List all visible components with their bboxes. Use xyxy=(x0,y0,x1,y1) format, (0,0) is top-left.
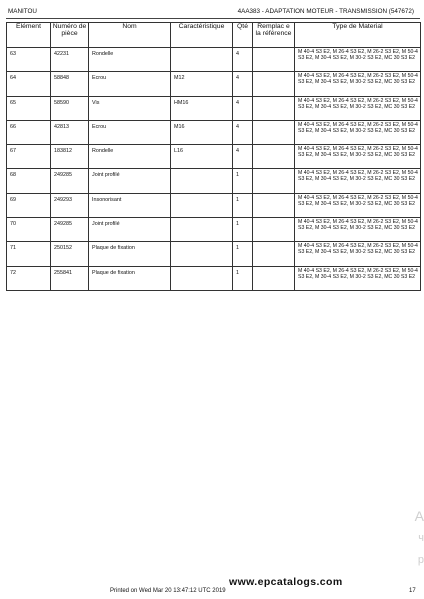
cell-replaces xyxy=(253,48,295,72)
cell-replaces xyxy=(253,96,295,120)
cell-characteristic xyxy=(171,218,233,242)
cell-material-type: M 40-4 S3 E2, M 26-4 S3 E2, M 26-2 S3 E2, M 50-4 S3 E2, M 30-4 S3 E2, M 30-2 S3 E2, MC 30 S3 E2 xyxy=(295,266,421,290)
cell-element: 72 xyxy=(7,266,51,290)
watermark-glyph: р xyxy=(417,554,424,566)
cell-element: 64 xyxy=(7,72,51,96)
cell-element: 69 xyxy=(7,193,51,217)
cell-material-type: M 40-4 S3 E2, M 26-4 S3 E2, M 26-2 S3 E2, M 50-4 S3 E2, M 30-4 S3 E2, M 30-2 S3 E2, MC 30 S3 E2 xyxy=(295,48,421,72)
cell-name: Rondelle xyxy=(89,48,171,72)
parts-table xyxy=(6,22,421,291)
cell-replaces xyxy=(253,145,295,169)
cell-replaces xyxy=(253,266,295,290)
cell-characteristic xyxy=(171,242,233,266)
cell-element: 68 xyxy=(7,169,51,193)
cell-part-no: 249293 xyxy=(51,193,89,217)
cell-material-type: M 40-4 S3 E2, M 26-4 S3 E2, M 26-2 S3 E2, M 50-4 S3 E2, M 30-4 S3 E2, M 30-2 S3 E2, MC 30 S3 E2 xyxy=(295,169,421,193)
table-row xyxy=(7,96,421,120)
table-row xyxy=(7,242,421,266)
cell-characteristic: M16 xyxy=(171,120,233,144)
cell-material-type: M 40-4 S3 E2, M 26-4 S3 E2, M 26-2 S3 E2, M 50-4 S3 E2, M 30-4 S3 E2, M 30-2 S3 E2, MC 30 S3 E2 xyxy=(295,96,421,120)
cell-replaces xyxy=(253,72,295,96)
col-header-characteristic: Caractéristique xyxy=(171,23,233,48)
cell-qty: 4 xyxy=(233,72,253,96)
cell-material-type: M 40-4 S3 E2, M 26-4 S3 E2, M 26-2 S3 E2, M 50-4 S3 E2, M 30-4 S3 E2, M 30-2 S3 E2, MC 30 S3 E2 xyxy=(295,193,421,217)
cell-name: Joint profilé xyxy=(89,169,171,193)
cell-element: 63 xyxy=(7,48,51,72)
cell-name: Ecrou xyxy=(89,72,171,96)
cell-qty: 1 xyxy=(233,266,253,290)
table-row xyxy=(7,193,421,217)
cell-replaces xyxy=(253,193,295,217)
cell-replaces xyxy=(253,218,295,242)
cell-characteristic: M12 xyxy=(171,72,233,96)
cell-element: 67 xyxy=(7,145,51,169)
cell-replaces xyxy=(253,242,295,266)
table-row xyxy=(7,120,421,144)
cell-name: Plaque de fixation xyxy=(89,242,171,266)
cell-qty: 1 xyxy=(233,218,253,242)
watermark-glyph: ч xyxy=(418,532,424,544)
col-header-replaces: Remplac e la référence xyxy=(253,23,295,48)
table-header-row xyxy=(7,23,421,48)
cell-material-type: M 40-4 S3 E2, M 26-4 S3 E2, M 26-2 S3 E2, M 50-4 S3 E2, M 30-4 S3 E2, M 30-2 S3 E2, MC 30 S3 E2 xyxy=(295,242,421,266)
cell-material-type: M 40-4 S3 E2, M 26-4 S3 E2, M 26-2 S3 E2, M 50-4 S3 E2, M 30-4 S3 E2, M 30-2 S3 E2, MC 30 S3 E2 xyxy=(295,72,421,96)
cell-part-no: 255841 xyxy=(51,266,89,290)
cell-qty: 1 xyxy=(233,169,253,193)
table-row xyxy=(7,266,421,290)
printed-date: Printed on Wed Mar 20 13:47:12 UTC 2019 xyxy=(110,588,226,594)
cell-element: 65 xyxy=(7,96,51,120)
cell-name: Rondelle xyxy=(89,145,171,169)
cell-name: Insonorisant xyxy=(89,193,171,217)
cell-characteristic xyxy=(171,266,233,290)
col-header-part-no: Numéro de pièce xyxy=(51,23,89,48)
cell-element: 70 xyxy=(7,218,51,242)
cell-characteristic xyxy=(171,193,233,217)
cell-material-type: M 40-4 S3 E2, M 26-4 S3 E2, M 26-2 S3 E2, M 50-4 S3 E2, M 30-4 S3 E2, M 30-2 S3 E2, MC 30 S3 E2 xyxy=(295,120,421,144)
col-header-qty: Qté xyxy=(233,23,253,48)
cell-characteristic: L16 xyxy=(171,145,233,169)
cell-replaces xyxy=(253,169,295,193)
cell-qty: 4 xyxy=(233,96,253,120)
cell-name: Vis xyxy=(89,96,171,120)
cell-name: Plaque de fixation xyxy=(89,266,171,290)
cell-qty: 4 xyxy=(233,120,253,144)
table-row xyxy=(7,145,421,169)
cell-part-no: 249285 xyxy=(51,218,89,242)
cell-material-type: M 40-4 S3 E2, M 26-4 S3 E2, M 26-2 S3 E2, M 50-4 S3 E2, M 30-4 S3 E2, M 30-2 S3 E2, MC 30 S3 E2 xyxy=(295,145,421,169)
col-header-name: Nom xyxy=(89,23,171,48)
watermark-glyph: A xyxy=(414,508,424,524)
cell-qty: 1 xyxy=(233,242,253,266)
cell-name: Joint profilé xyxy=(89,218,171,242)
cell-qty: 4 xyxy=(233,48,253,72)
cell-part-no: 42813 xyxy=(51,120,89,144)
cell-part-no: 58590 xyxy=(51,96,89,120)
cell-characteristic: HM16 xyxy=(171,96,233,120)
col-header-material-type: Type de Material xyxy=(295,23,421,48)
cell-qty: 1 xyxy=(233,193,253,217)
cell-element: 66 xyxy=(7,120,51,144)
cell-qty: 4 xyxy=(233,145,253,169)
cell-element: 71 xyxy=(7,242,51,266)
cell-characteristic xyxy=(171,48,233,72)
cell-replaces xyxy=(253,120,295,144)
header-rule xyxy=(6,18,420,19)
cell-part-no: 58848 xyxy=(51,72,89,96)
cell-part-no: 42231 xyxy=(51,48,89,72)
cell-material-type: M 40-4 S3 E2, M 26-4 S3 E2, M 26-2 S3 E2, M 50-4 S3 E2, M 30-4 S3 E2, M 30-2 S3 E2, MC 30 S3 E2 xyxy=(295,218,421,242)
page-number: 17 xyxy=(409,588,416,594)
brand-name: MANITOU xyxy=(8,8,37,15)
cell-part-no: 183812 xyxy=(51,145,89,169)
document-title: 4AA383 - ADAPTATION MOTEUR - TRANSMISSION (547672) xyxy=(237,8,414,15)
table-row xyxy=(7,169,421,193)
cell-name: Ecrou xyxy=(89,120,171,144)
table-row xyxy=(7,218,421,242)
col-header-element: Elément xyxy=(7,23,51,48)
table-row xyxy=(7,48,421,72)
table-row xyxy=(7,72,421,96)
cell-part-no: 250152 xyxy=(51,242,89,266)
cell-part-no: 249285 xyxy=(51,169,89,193)
cell-characteristic xyxy=(171,169,233,193)
catalog-url-watermark: www.epcatalogs.com xyxy=(229,576,343,588)
